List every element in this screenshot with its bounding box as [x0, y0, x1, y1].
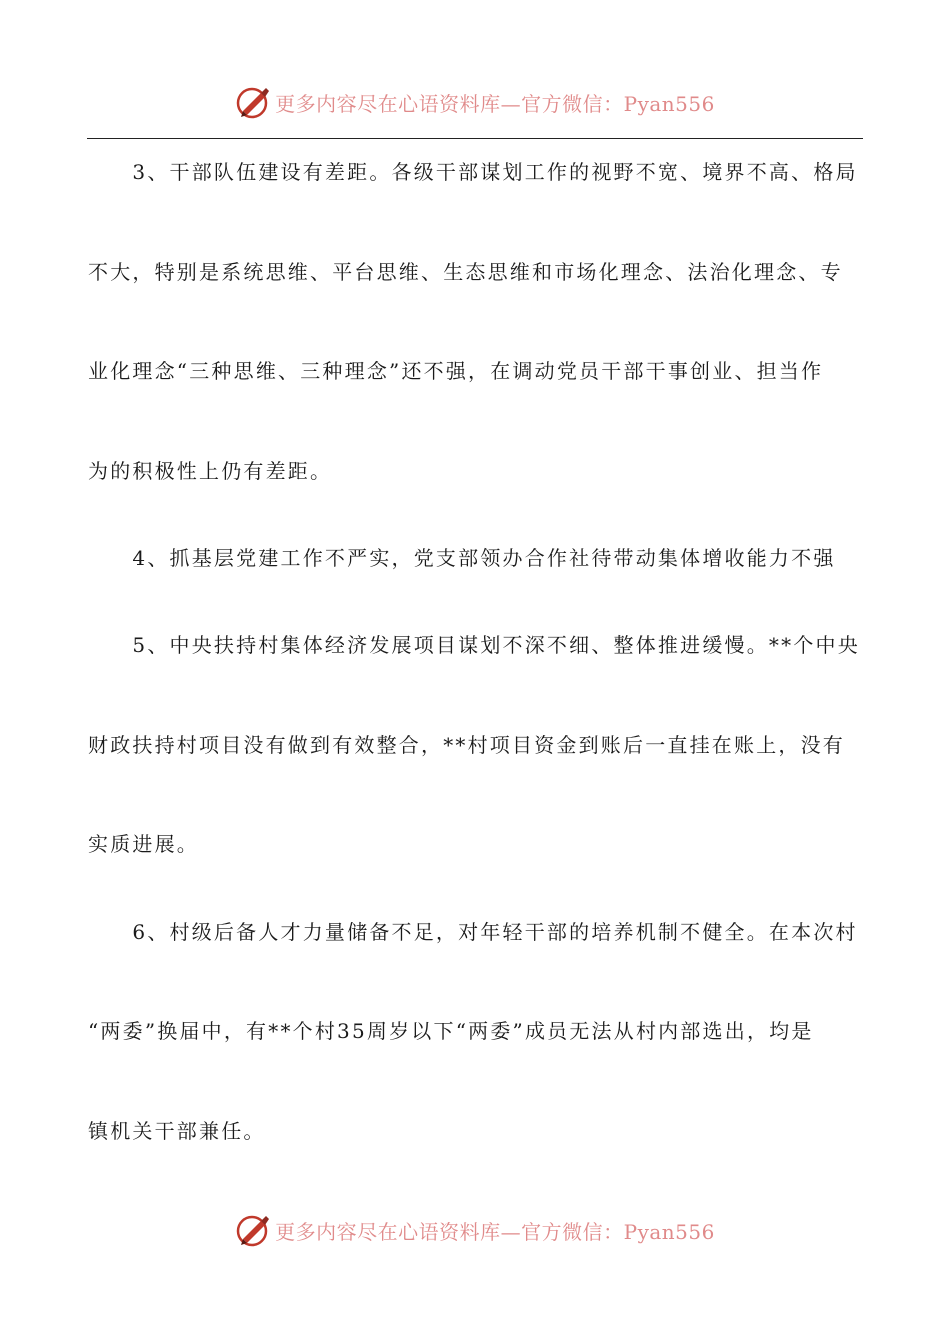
header-divider	[87, 138, 863, 139]
body-line-7: 财政扶持村项目没有做到有效整合，**村项目资金到账后一直挂在账上，没有	[88, 733, 845, 757]
body-line-8: 实质进展。	[88, 832, 199, 856]
body-line-10: “两委”换届中，有**个村35周岁以下“两委”成员无法从村内部选出，均是	[88, 1019, 814, 1043]
body-line-11: 镇机关干部兼任。	[88, 1119, 266, 1143]
body-line-4: 为的积极性上仍有差距。	[88, 459, 333, 483]
page-header	[0, 82, 950, 122]
page-footer	[0, 1210, 950, 1250]
body-line-1: 3、干部队伍建设有差距。各级干部谋划工作的视野不宽、境界不高、格局	[88, 160, 858, 184]
pen-logo-icon	[235, 84, 271, 120]
body-line-2: 不大，特别是系统思维、平台思维、生态思维和市场化理念、法治化理念、专	[88, 260, 843, 284]
body-line-5: 4、抓基层党建工作不严实，党支部领办合作社待带动集体增收能力不强	[88, 546, 836, 570]
header-banner-text: 更多内容尽在心语资料库—官方微信：Pyan556	[275, 91, 715, 116]
footer-banner-text: 更多内容尽在心语资料库—官方微信：Pyan556	[275, 1219, 715, 1244]
body-line-3: 业化理念“三种思维、三种理念”还不强，在调动党员干部干事创业、担当作	[88, 359, 824, 383]
body-line-6: 5、中央扶持村集体经济发展项目谋划不深不细、整体推进缓慢。**个中央	[88, 633, 860, 657]
body-line-9: 6、村级后备人才力量储备不足，对年轻干部的培养机制不健全。在本次村	[88, 920, 858, 944]
pen-logo-icon	[235, 1212, 271, 1248]
